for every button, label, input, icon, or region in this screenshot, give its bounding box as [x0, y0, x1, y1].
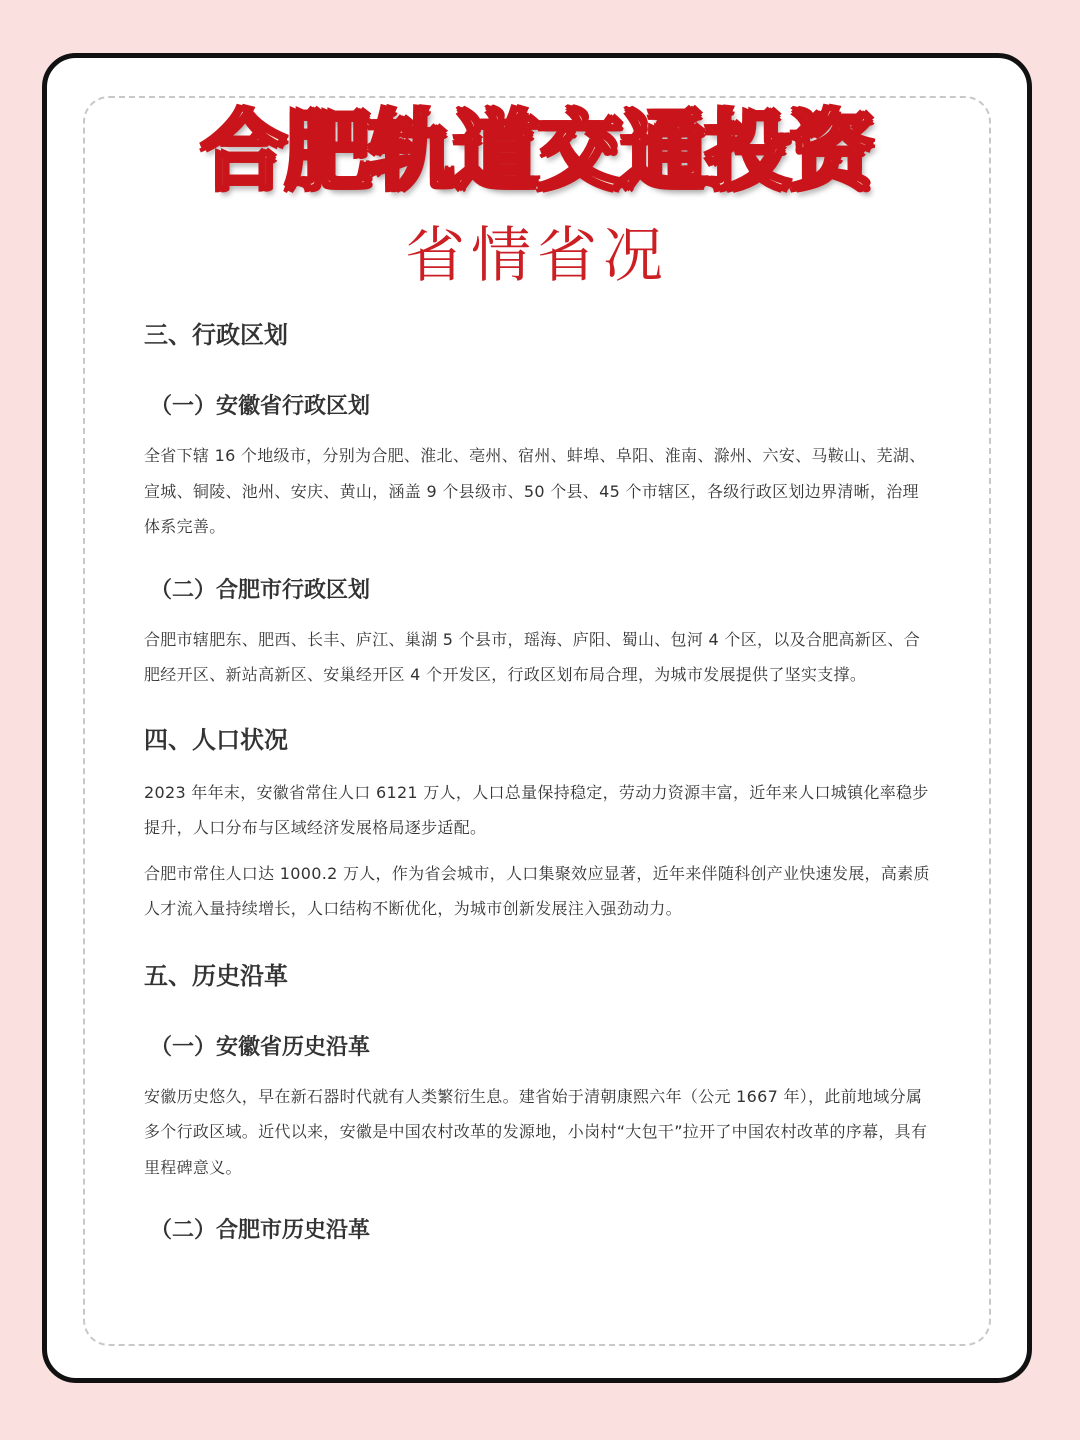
section-heading-history: 五、历史沿革: [144, 961, 288, 990]
paragraph-anhui-history: 安徽历史悠久，早在新石器时代就有人类繁衍生息。建省始于清朝康熙六年（公元 1667 年），此前地域分属多个行政区域。近代以来，安徽是中国农村改革的发源地，小岗村“大包干”拉开了中国农村改革的序幕，具有里程碑意义。: [144, 1086, 928, 1177]
subsection-heading-hefei-admin: （二）合肥市行政区划: [150, 577, 371, 603]
section-heading-population: 四、人口状况: [144, 725, 288, 754]
subsection-heading-hefei-history: （二）合肥市历史沿革: [150, 1218, 371, 1243]
paragraph-anhui-admin: 全省下辖 16 个地级市，分别为合肥、淮北、亳州、宿州、蚌埠、阜阳、淮南、滁州、六安、马鞍山、芜湖、宣城、铜陵、池州、安庆、黄山，涵盖 9 个县级市、50 个县、45 个市辖区，各级行政区划边界清晰，治理体系完善。: [144, 446, 926, 536]
subsection-heading-anhui-history: （一）安徽省历史沿革: [150, 1034, 371, 1060]
paragraph-hefei-admin: 合肥市辖肥东、肥西、长丰、庐江、巢湖 5 个县市，瑶海、庐阳、蜀山、包河 4 个区，以及合肥高新区、合肥经开区、新站高新区、安巢经开区 4 个开发区，行政区划布局合理，为城市发展提供了坚实支撑。: [144, 629, 921, 684]
section-heading-admin: 三、行政区划: [144, 321, 288, 349]
subsection-heading-anhui-admin: （一）安徽省行政区划: [150, 394, 371, 419]
document-body: [144, 320, 934, 1246]
page-title: 合肥轨道交通投资: [201, 102, 873, 202]
paragraph-hefei-population: 合肥市常住人口达 1000.2 万人，作为省会城市，人口集聚效应显著，近年来伴随科创产业快速发展，高素质人才流入量持续增长，人口结构不断优化，为城市创新发展注入强劲动力。: [144, 863, 930, 918]
document-card: [42, 53, 1032, 1383]
page-subtitle: 省情省况: [405, 221, 669, 291]
paragraph-anhui-population: 2023 年年末，安徽省常住人口 6121 万人，人口总量保持稳定，劳动力资源丰富，近年来人口城镇化率稳步提升，人口分布与区域经济发展格局逐步适配。: [144, 782, 929, 837]
